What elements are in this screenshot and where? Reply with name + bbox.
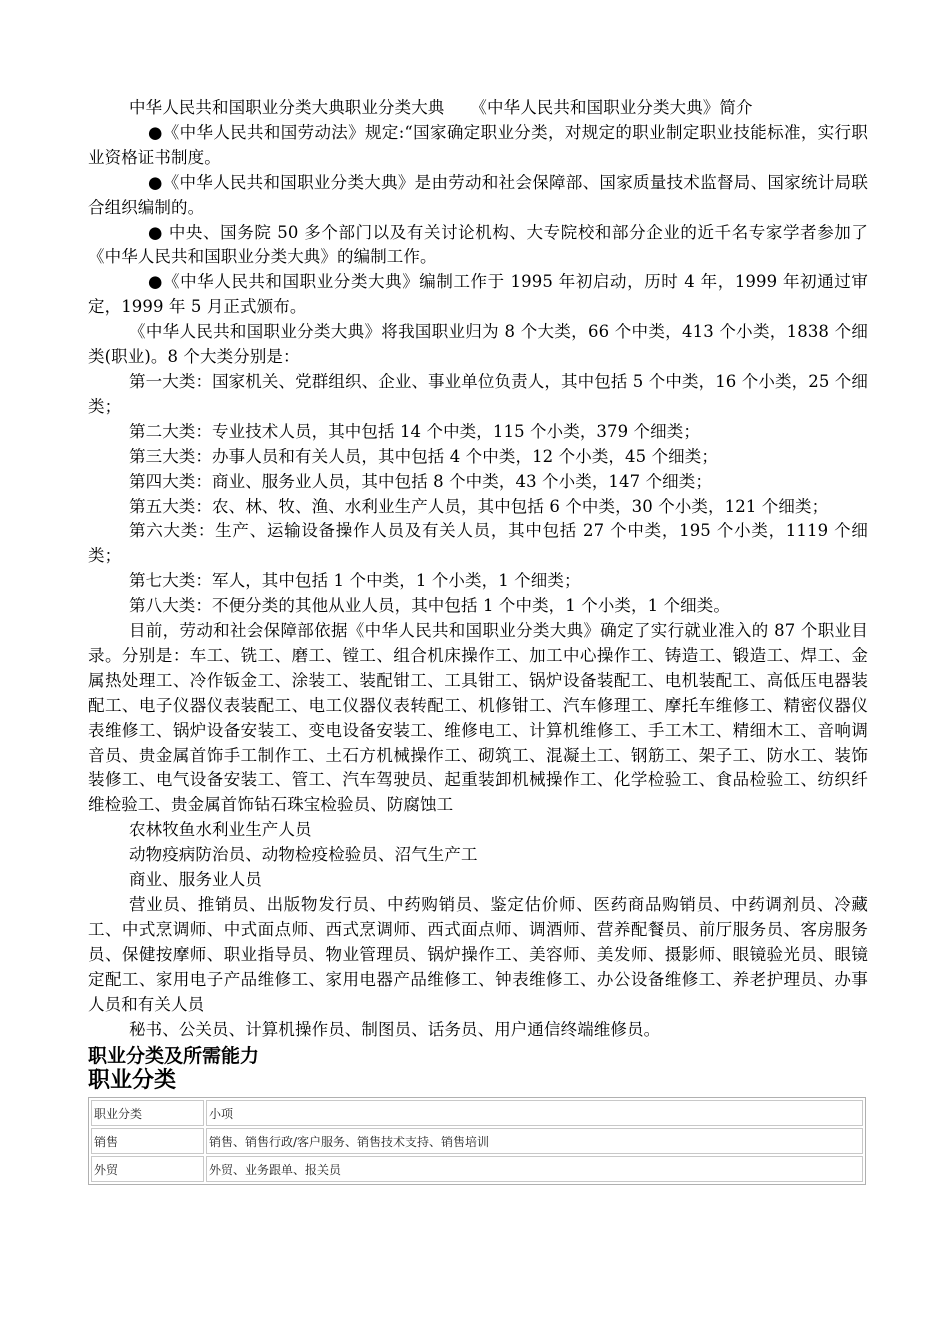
bullet-paragraph-4: ●《中华人民共和国职业分类大典》编制工作于 1995 年初启动，历时 4 年，1999 年初通过审定，1999 年 5 月正式颁布。	[88, 272, 868, 317]
major-class-6: 第六大类：生产、运输设备操作人员及有关人员，其中包括 27 个中类，195 个小类，1119 个细类；	[88, 521, 868, 566]
major-class-7: 第七大类：军人，其中包括 1 个中类，1 个小类，1 个细类；	[129, 571, 581, 591]
table-cell: 外贸、业务跟单、报关员	[206, 1156, 863, 1182]
category-line-commerce: 商业、服务业人员	[129, 870, 262, 890]
bullet-paragraph-1: ●《中华人民共和国劳动法》规定:“国家确定职业分类，对规定的职业制定职业技能标准，实行职业资格证书制度。	[88, 122, 868, 167]
table-header-cell: 职业分类	[91, 1100, 204, 1126]
table-header-cell: 小项	[206, 1100, 863, 1126]
bullet-paragraph-2: ●《中华人民共和国职业分类大典》是由劳动和社会保障部、国家质量技术监督局、国家统计局联合组织编制的。	[88, 172, 868, 217]
category-line-agriculture: 农林牧鱼水利业生产人员	[129, 820, 312, 840]
service-occupations-paragraph: 营业员、推销员、出版物发行员、中药购销员、鉴定估价师、医药商品购销员、中药调剂员、冷藏工、中式烹调师、中式面点师、西式烹调师、西式面点师、调酒师、营养配餐员、前厅服务员、客房服务员、保健按摩师、职业指导员、物业管理员、锅炉操作工、美容师、美发师、摄影师、眼镜验光员、眼镜定配工、家用电子产品维修工、家用电器产品维修工、钟表维修工、办公设备维修工、养老护理员、办事人员和有关人员	[88, 895, 868, 1014]
title-right: 《中华人民共和国职业分类大典》简介	[470, 98, 753, 117]
table-row	[91, 1156, 863, 1182]
table-row	[91, 1128, 863, 1154]
access-occupations-paragraph: 目前，劳动和社会保障部依据《中华人民共和国职业分类大典》确定了实行就业准入的 87 个职业目录。分别是：车工、铣工、磨工、镗工、组合机床操作工、加工中心操作工、铸造工、锻造工、焊工、金属热处理工、冷作钣金工、涂装工、装配钳工、工具钳工、锅炉设备装配工、电机装配工、高低压电器装配工、电子仪器仪表装配工、电工仪器仪表转配工、机修钳工、汽车修理工、摩托车维修工、精密仪器仪表维修工、锅炉设备安装工、变电设备安装工、维修电工、计算机维修工、手工木工、精细木工、音响调音员、贵金属首饰手工制作工、土石方机械操作工、砌筑工、混凝土工、钢筋工、架子工、防水工、装饰装修工、电气设备安装工、管工、汽车驾驶员、起重装卸机械操作工、化学检验工、食品检验工、纺织纤维检验工、贵金属首饰钻石珠宝检验员、防腐蚀工	[88, 621, 868, 815]
subsection-heading: 职业分类	[88, 1068, 177, 1094]
bullet-paragraph-3: ● 中央、国务院 50 多个部门以及有关讨论机构、大专院校和部分企业的近千名专家学者参加了《中华人民共和国职业分类大典》的编制工作。	[88, 222, 868, 267]
occupation-table	[88, 1097, 866, 1185]
section-heading: 职业分类及所需能力	[88, 1045, 260, 1068]
major-class-4: 第四大类：商业、服务业人员，其中包括 8 个中类，43 个小类，147 个细类；	[129, 471, 712, 491]
table-cell: 销售	[91, 1128, 204, 1154]
summary-paragraph: 《中华人民共和国职业分类大典》将我国职业归为 8 个大类，66 个中类，413 个小类，1838 个细类(职业)。8 个大类分别是：	[88, 322, 868, 367]
table-cell: 销售、销售行政/客户服务、销售技术支持、销售培训	[206, 1128, 863, 1154]
major-class-8: 第八大类：不便分类的其他从业人员，其中包括 1 个中类，1 个小类，1 个细类。	[129, 596, 730, 616]
category-line-animal: 动物疫病防治员、动物检疫检验员、沼气生产工	[129, 845, 478, 865]
title-left: 中华人民共和国职业分类大典职业分类大典	[129, 98, 445, 117]
document-page	[88, 96, 868, 1185]
secretary-line: 秘书、公关员、计算机操作员、制图员、话务员、用户通信终端维修员。	[129, 1019, 661, 1039]
title-line	[88, 96, 868, 121]
table-header-row	[91, 1100, 863, 1126]
major-class-3: 第三大类：办事人员和有关人员，其中包括 4 个中类，12 个小类，45 个细类；	[129, 446, 718, 466]
major-class-1: 第一大类：国家机关、党群组织、企业、事业单位负责人，其中包括 5 个中类，16 个小类，25 个细类；	[88, 371, 868, 416]
major-class-2: 第二大类：专业技术人员，其中包括 14 个中类，115 个小类，379 个细类；	[129, 421, 700, 441]
major-class-5: 第五大类：农、林、牧、渔、水利业生产人员，其中包括 6 个中类，30 个小类，121 个细类；	[129, 496, 829, 516]
table-cell: 外贸	[91, 1156, 204, 1182]
